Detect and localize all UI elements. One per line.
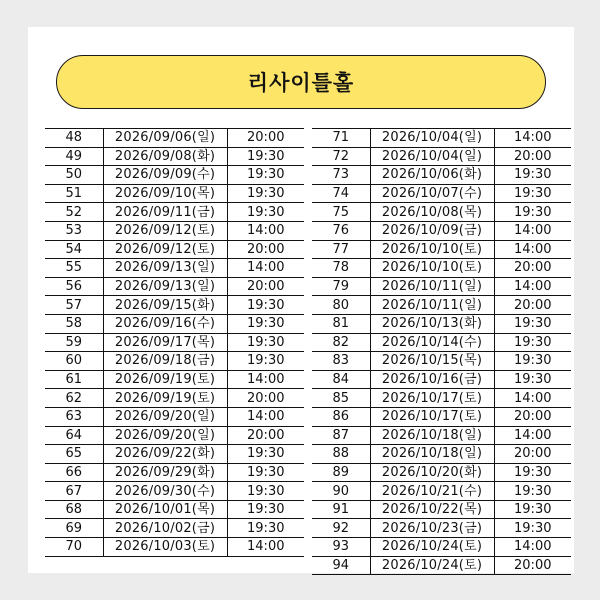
- performance-date-cell: 2026/10/01(목): [103, 500, 227, 519]
- table-row: [45, 184, 304, 203]
- performance-time-cell: 19:30: [227, 203, 304, 222]
- performance-date-cell: 2026/10/02(금): [103, 519, 227, 538]
- table-row: [45, 426, 304, 445]
- performance-date-cell: 2026/09/20(일): [103, 426, 227, 445]
- performance-time-cell: 19:30: [227, 482, 304, 501]
- performance-number-cell: 66: [45, 463, 103, 482]
- performance-number-cell: 94: [312, 556, 370, 575]
- performance-number-cell: 76: [312, 221, 370, 240]
- table-row: [312, 482, 571, 501]
- table-row: [312, 463, 571, 482]
- performance-time-cell: 14:00: [494, 538, 571, 557]
- table-row: [45, 445, 304, 464]
- performance-time-cell: 19:30: [494, 314, 571, 333]
- performance-time-cell: 19:30: [494, 184, 571, 203]
- performance-number-cell: 83: [312, 352, 370, 371]
- performance-date-cell: 2026/09/11(금): [103, 203, 227, 222]
- performance-time-cell: 19:30: [227, 166, 304, 185]
- performance-number-cell: 80: [312, 296, 370, 315]
- performance-time-cell: 19:30: [494, 333, 571, 352]
- performance-date-cell: 2026/10/04(일): [370, 147, 494, 166]
- performance-number-cell: 70: [45, 538, 103, 557]
- performance-time-cell: 14:00: [494, 129, 571, 148]
- table-row: [45, 314, 304, 333]
- performance-number-cell: 68: [45, 500, 103, 519]
- performance-number-cell: 67: [45, 482, 103, 501]
- performance-number-cell: 93: [312, 538, 370, 557]
- performance-number-cell: 62: [45, 389, 103, 408]
- performance-time-cell: 14:00: [227, 370, 304, 389]
- performance-number-cell: 88: [312, 445, 370, 464]
- performance-date-cell: 2026/09/20(일): [103, 407, 227, 426]
- performance-number-cell: 61: [45, 370, 103, 389]
- performance-number-cell: 54: [45, 240, 103, 259]
- performance-date-cell: 2026/10/22(목): [370, 500, 494, 519]
- schedule-card: [28, 27, 574, 573]
- performance-time-cell: 20:00: [494, 407, 571, 426]
- performance-time-cell: 14:00: [227, 407, 304, 426]
- table-row: [312, 166, 571, 185]
- performance-time-cell: 19:30: [494, 500, 571, 519]
- performance-date-cell: 2026/09/12(토): [103, 221, 227, 240]
- venue-title-banner: [56, 55, 546, 109]
- table-row: [45, 240, 304, 259]
- performance-date-cell: 2026/09/13(일): [103, 277, 227, 296]
- performance-number-cell: 51: [45, 184, 103, 203]
- performance-date-cell: 2026/10/16(금): [370, 370, 494, 389]
- performance-date-cell: 2026/10/03(토): [103, 538, 227, 557]
- performance-number-cell: 48: [45, 129, 103, 148]
- performance-date-cell: 2026/10/11(일): [370, 296, 494, 315]
- performance-date-cell: 2026/09/30(수): [103, 482, 227, 501]
- performance-time-cell: 14:00: [494, 240, 571, 259]
- performance-date-cell: 2026/10/21(수): [370, 482, 494, 501]
- performance-date-cell: 2026/09/19(토): [103, 370, 227, 389]
- performance-date-cell: 2026/10/24(토): [370, 556, 494, 575]
- table-row: [45, 129, 304, 148]
- performance-time-cell: 19:30: [494, 519, 571, 538]
- performance-date-cell: 2026/09/13(일): [103, 259, 227, 278]
- performance-time-cell: 19:30: [227, 445, 304, 464]
- table-row: [45, 482, 304, 501]
- performance-number-cell: 75: [312, 203, 370, 222]
- performance-time-cell: 19:30: [227, 519, 304, 538]
- performance-time-cell: 20:00: [227, 277, 304, 296]
- performance-number-cell: 72: [312, 147, 370, 166]
- performance-time-cell: 19:30: [494, 203, 571, 222]
- performance-time-cell: 19:30: [227, 184, 304, 203]
- performance-number-cell: 59: [45, 333, 103, 352]
- table-row: [45, 538, 304, 557]
- performance-time-cell: 14:00: [494, 277, 571, 296]
- performance-date-cell: 2026/10/20(화): [370, 463, 494, 482]
- performance-time-cell: 14:00: [227, 221, 304, 240]
- performance-number-cell: 87: [312, 426, 370, 445]
- table-row: [312, 426, 571, 445]
- table-row: [312, 147, 571, 166]
- performance-time-cell: 20:00: [494, 259, 571, 278]
- performance-time-cell: 20:00: [494, 147, 571, 166]
- table-row: [45, 203, 304, 222]
- performance-date-cell: 2026/09/16(수): [103, 314, 227, 333]
- performance-number-cell: 49: [45, 147, 103, 166]
- performance-number-cell: 90: [312, 482, 370, 501]
- table-row: [45, 500, 304, 519]
- performance-date-cell: 2026/09/18(금): [103, 352, 227, 371]
- performance-date-cell: 2026/10/07(수): [370, 184, 494, 203]
- performance-time-cell: 14:00: [227, 259, 304, 278]
- performance-number-cell: 50: [45, 166, 103, 185]
- performance-date-cell: 2026/10/10(토): [370, 259, 494, 278]
- performance-date-cell: 2026/09/29(화): [103, 463, 227, 482]
- performance-time-cell: 19:30: [227, 463, 304, 482]
- performance-number-cell: 60: [45, 352, 103, 371]
- table-row: [312, 538, 571, 557]
- performance-number-cell: 71: [312, 129, 370, 148]
- performance-date-cell: 2026/09/17(목): [103, 333, 227, 352]
- table-row: [45, 166, 304, 185]
- performance-time-cell: 19:30: [227, 500, 304, 519]
- performance-date-cell: 2026/10/10(토): [370, 240, 494, 259]
- performance-date-cell: 2026/10/14(수): [370, 333, 494, 352]
- performance-time-cell: 20:00: [227, 389, 304, 408]
- performance-date-cell: 2026/10/04(일): [370, 129, 494, 148]
- performance-number-cell: 63: [45, 407, 103, 426]
- performance-date-cell: 2026/10/08(목): [370, 203, 494, 222]
- table-row: [312, 259, 571, 278]
- performance-date-cell: 2026/10/13(화): [370, 314, 494, 333]
- table-row: [312, 519, 571, 538]
- performance-date-cell: 2026/10/17(토): [370, 407, 494, 426]
- table-row: [45, 407, 304, 426]
- table-row: [312, 277, 571, 296]
- table-row: [312, 314, 571, 333]
- table-row: [312, 352, 571, 371]
- performance-number-cell: 73: [312, 166, 370, 185]
- performance-number-cell: 53: [45, 221, 103, 240]
- table-row: [312, 500, 571, 519]
- performance-date-cell: 2026/09/15(화): [103, 296, 227, 315]
- performance-date-cell: 2026/10/11(일): [370, 277, 494, 296]
- performance-number-cell: 56: [45, 277, 103, 296]
- performance-time-cell: 20:00: [227, 426, 304, 445]
- performance-number-cell: 52: [45, 203, 103, 222]
- table-row: [312, 203, 571, 222]
- venue-title: 리사이틀홀: [247, 71, 355, 95]
- table-row: [312, 370, 571, 389]
- performance-number-cell: 82: [312, 333, 370, 352]
- performance-time-cell: 19:30: [494, 166, 571, 185]
- performance-number-cell: 57: [45, 296, 103, 315]
- performance-time-cell: 19:30: [227, 333, 304, 352]
- performance-time-cell: 19:30: [494, 482, 571, 501]
- table-row: [45, 352, 304, 371]
- table-row: [312, 389, 571, 408]
- performance-number-cell: 91: [312, 500, 370, 519]
- performance-number-cell: 79: [312, 277, 370, 296]
- performance-number-cell: 64: [45, 426, 103, 445]
- table-row: [45, 296, 304, 315]
- schedule-table-left: [45, 128, 304, 557]
- performance-date-cell: 2026/09/08(화): [103, 147, 227, 166]
- performance-time-cell: 19:30: [227, 147, 304, 166]
- performance-time-cell: 14:00: [494, 221, 571, 240]
- table-row: [45, 519, 304, 538]
- table-row: [312, 240, 571, 259]
- performance-number-cell: 65: [45, 445, 103, 464]
- performance-time-cell: 20:00: [494, 556, 571, 575]
- performance-time-cell: 19:30: [494, 463, 571, 482]
- table-row: [45, 259, 304, 278]
- performance-time-cell: 19:30: [227, 352, 304, 371]
- table-row: [312, 556, 571, 575]
- performance-time-cell: 19:30: [227, 314, 304, 333]
- performance-number-cell: 77: [312, 240, 370, 259]
- performance-date-cell: 2026/10/17(토): [370, 389, 494, 408]
- performance-date-cell: 2026/10/09(금): [370, 221, 494, 240]
- performance-time-cell: 19:30: [494, 370, 571, 389]
- performance-date-cell: 2026/10/18(일): [370, 445, 494, 464]
- table-row: [45, 277, 304, 296]
- performance-date-cell: 2026/09/22(화): [103, 445, 227, 464]
- performance-time-cell: 19:30: [227, 296, 304, 315]
- performance-time-cell: 14:00: [227, 538, 304, 557]
- performance-number-cell: 69: [45, 519, 103, 538]
- performance-number-cell: 84: [312, 370, 370, 389]
- performance-date-cell: 2026/09/09(수): [103, 166, 227, 185]
- table-row: [312, 445, 571, 464]
- table-row: [312, 129, 571, 148]
- performance-date-cell: 2026/10/18(일): [370, 426, 494, 445]
- performance-number-cell: 85: [312, 389, 370, 408]
- table-row: [312, 221, 571, 240]
- table-row: [312, 184, 571, 203]
- performance-number-cell: 78: [312, 259, 370, 278]
- table-row: [45, 463, 304, 482]
- performance-number-cell: 58: [45, 314, 103, 333]
- performance-time-cell: 20:00: [494, 296, 571, 315]
- table-row: [45, 333, 304, 352]
- performance-time-cell: 14:00: [494, 389, 571, 408]
- performance-number-cell: 81: [312, 314, 370, 333]
- performance-time-cell: 20:00: [227, 240, 304, 259]
- performance-date-cell: 2026/10/06(화): [370, 166, 494, 185]
- table-row: [45, 389, 304, 408]
- performance-time-cell: 19:30: [494, 352, 571, 371]
- performance-number-cell: 55: [45, 259, 103, 278]
- table-row: [312, 333, 571, 352]
- performance-number-cell: 74: [312, 184, 370, 203]
- performance-time-cell: 20:00: [227, 129, 304, 148]
- table-row: [312, 407, 571, 426]
- table-row: [45, 221, 304, 240]
- performance-number-cell: 89: [312, 463, 370, 482]
- table-row: [312, 296, 571, 315]
- table-row: [45, 370, 304, 389]
- performance-number-cell: 92: [312, 519, 370, 538]
- performance-date-cell: 2026/10/24(토): [370, 538, 494, 557]
- performance-date-cell: 2026/09/12(토): [103, 240, 227, 259]
- performance-time-cell: 20:00: [494, 445, 571, 464]
- performance-date-cell: 2026/09/10(목): [103, 184, 227, 203]
- performance-date-cell: 2026/09/19(토): [103, 389, 227, 408]
- schedule-table-right: [312, 128, 571, 575]
- performance-number-cell: 86: [312, 407, 370, 426]
- performance-date-cell: 2026/10/23(금): [370, 519, 494, 538]
- performance-time-cell: 14:00: [494, 426, 571, 445]
- performance-date-cell: 2026/09/06(일): [103, 129, 227, 148]
- table-row: [45, 147, 304, 166]
- performance-date-cell: 2026/10/15(목): [370, 352, 494, 371]
